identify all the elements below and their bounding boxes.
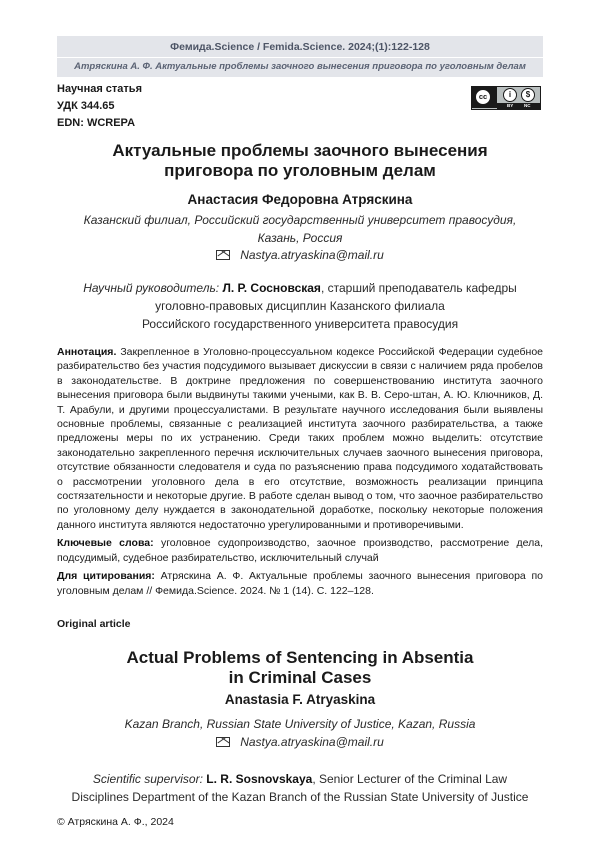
citation-paragraph [57, 569, 543, 598]
cc-logo-block [472, 87, 497, 108]
attribution-icon: i [503, 88, 517, 102]
abstract-paragraph [57, 345, 543, 532]
header-divider [57, 57, 543, 58]
email-row-en [57, 735, 543, 749]
supervisor-dept-ru: уголовно-правовых дисциплин Казанского филиала [155, 299, 445, 313]
citation-text: Атряскина А. Ф. Актуальные проблемы заочного вынесения приговора по уголовным делам // Фемида.Science. 2024. № 1 (14). С. 122–128. [57, 570, 543, 597]
supervisor-name-en: L. R. Sosnovskaya [206, 772, 313, 786]
keywords-text: уголовное судопроизводство, заочное производство, рассмотрение дела, подсудимый, судебное разбирательство, исключительный случай [57, 537, 544, 564]
title-en-line1: Actual Problems of Sentencing in Absentia [126, 648, 474, 667]
supervisor-name-ru: Л. Р. Сосновская [222, 281, 321, 295]
abstract-block [57, 345, 543, 602]
title-en-line2: in Criminal Cases [228, 668, 372, 687]
supervisor-univ-ru: Российского государственного университета правосудия [141, 317, 459, 331]
supervisor-label-ru: Научный руководитель: [83, 281, 220, 295]
article-meta [57, 81, 142, 132]
supervisor-ru [57, 279, 543, 333]
cc-icon: cc [475, 89, 491, 105]
cc-license-badge [471, 86, 541, 110]
license-strip [497, 103, 540, 109]
journal-header [57, 36, 543, 77]
author-name-ru: Анастасия Федоровна Атряскина [187, 192, 413, 207]
journal-citation-line: Фемида.Science / Femida.Science. 2024;(1):122-128 [170, 41, 430, 53]
abstract-text: Закрепленное в Уголовно-процессуальном кодексе Российской Федерации судебное разбирательство без участия подсудимого вызывает дискуссии в связи с наличием ряда пробелов в законодательстве. В доктрине предложения по совершенствованию института заочного вынесения приговора были выдвинуты такими учеными, как В. В. Серо-штан, А. Ю. Ключников, Д. Т. Арабули, и другими процессуалистами. В результате научного исследования были выявлены основные проблемы, связанные с реализацией института заочного разбирательства, а также предложены меры по их устранению. Среди таких проблем можно выделить: отсутствие законодательно закрепленного перечня исключительных случаев заочного вынесения приговора, отсутствие обязанности следователя и суда по разъяснению права подсудимого ходатайствовать о рассмотрении уголовного дела в его отсутствие, возможность реализации принципа состязательности и некоторые другие. В работе сделан вывод о том, что заочное разбирательство по уголовному делу нуждается в законодательной доработке, поскольку некоторые положения данного института являются недостаточно урегулированными и противоречивыми. [57, 346, 543, 531]
author-email-ru[interactable]: Nastya.atryaskina@mail.ru [240, 248, 384, 262]
article-title-en [57, 648, 543, 688]
abstract-label: Аннотация. [57, 346, 117, 358]
udk-code: УДК 344.65 [57, 100, 115, 112]
title-ru-line2: приговора по уголовным делам [164, 161, 436, 180]
author-email-en[interactable]: Nastya.atryaskina@mail.ru [240, 735, 384, 749]
keywords-label: Ключевые слова: [57, 537, 154, 550]
supervisor-label-en: Scientific supervisor: [92, 772, 203, 786]
supervisor-position-en: , Senior Lecturer of the Criminal Law [312, 772, 508, 786]
supervisor-en [57, 770, 543, 806]
envelope-icon [216, 250, 230, 260]
supervisor-position-ru: , старший преподаватель кафедры [320, 281, 517, 295]
keywords-paragraph [57, 536, 543, 565]
article-type: Научная статья [57, 83, 142, 95]
email-row-ru [57, 248, 543, 262]
noncommercial-icon: $ [521, 88, 535, 102]
copyright-notice: © Атряскина А. Ф., 2024 [57, 816, 174, 828]
edn-code: EDN: WCREPA [57, 117, 136, 129]
envelope-icon [216, 737, 230, 747]
article-type-en: Original article [57, 618, 131, 630]
citation-label: Для цитирования: [57, 570, 155, 583]
license-by-label: BY [507, 103, 514, 108]
affiliation-ru [57, 211, 543, 247]
license-nc-label: NC [524, 103, 531, 108]
author-name-en: Anastasia F. Atryaskina [224, 692, 376, 707]
affiliation-ru-line2: Казань, Россия [257, 231, 343, 245]
affiliation-ru-line1: Казанский филиал, Российский государственный университет правосудия, [83, 213, 517, 227]
title-ru-line1: Актуальные проблемы заочного вынесения [112, 141, 488, 160]
running-title: Атряскина А. Ф. Актуальные проблемы заочного вынесения приговора по уголовным делам [74, 61, 526, 72]
supervisor-dept-en: Disciplines Department of the Kazan Branch of the Russian State University of Justice [71, 790, 529, 804]
affiliation-en: Kazan Branch, Russian State University of Justice, Kazan, Russia [124, 717, 476, 731]
article-title-ru [57, 141, 543, 181]
